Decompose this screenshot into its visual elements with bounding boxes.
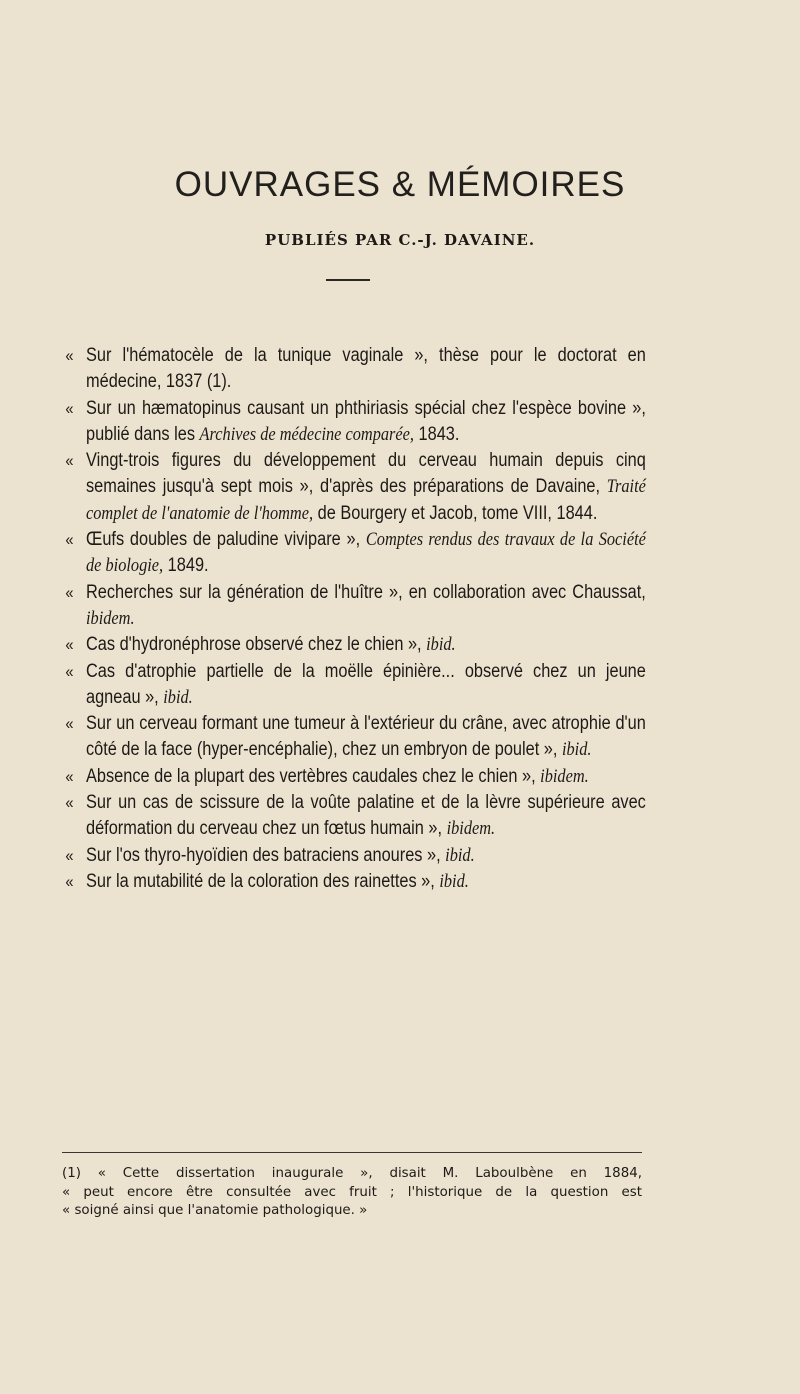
work-entry bbox=[65, 790, 646, 843]
opening-quote: « bbox=[65, 845, 74, 865]
work-entry bbox=[65, 711, 646, 764]
entry-citation: Comptes rendus des travaux de la Société de biologie, bbox=[86, 529, 646, 577]
entry-citation: Archives de médecine comparée, bbox=[199, 423, 415, 445]
footnote-rule bbox=[62, 1152, 642, 1153]
entry-citation: ibidem. bbox=[86, 607, 135, 629]
entry-citation: ibidem. bbox=[446, 818, 496, 840]
work-entry bbox=[65, 869, 646, 895]
opening-quote: « bbox=[65, 346, 74, 365]
opening-quote: « bbox=[65, 766, 74, 786]
footnote bbox=[62, 1165, 642, 1221]
opening-quote: « bbox=[65, 398, 74, 418]
entry-tail: 1849. bbox=[163, 555, 209, 577]
entry-text: Sur un cerveau formant une tumeur à l'extérieur du crâne, avec atrophie d'un côté de la face (hyper-encéphalie), chez un embryon de poulet », bbox=[86, 713, 646, 761]
title-separator bbox=[326, 279, 370, 281]
opening-quote: « bbox=[65, 714, 74, 734]
entry-citation: ibid. bbox=[445, 844, 475, 866]
entry-text: Recherches sur la génération de l'huître », en collaboration avec Chaussat, bbox=[86, 581, 646, 603]
opening-quote: « bbox=[65, 793, 74, 813]
page-subtitle: PUBLIÉS PAR C.-J. DAVAINE. bbox=[264, 231, 536, 249]
footnote-line: (1) « Cette dissertation inaugurale », disait M. Laboulbène en 1884, bbox=[62, 1166, 642, 1181]
opening-quote: « bbox=[65, 661, 74, 681]
work-entry bbox=[65, 843, 646, 869]
footnote-line: « peut encore être consultée avec fruit ; l'historique de la question est bbox=[62, 1184, 642, 1200]
entry-citation: ibid. bbox=[426, 634, 456, 656]
work-entry bbox=[65, 527, 646, 580]
entry-text: Œufs doubles de paludine vivipare », bbox=[86, 529, 366, 551]
entry-citation: ibid. bbox=[561, 739, 592, 761]
entry-citation: Traité complet de l'anatomie de l'homme, bbox=[86, 476, 646, 524]
opening-quote: « bbox=[65, 635, 74, 655]
entry-citation: ibidem. bbox=[540, 765, 589, 787]
entry-tail: 1843. bbox=[414, 423, 460, 445]
entry-text: Cas d'hydronéphrose observé chez le chien », bbox=[86, 634, 427, 656]
entry-text: Sur l'hématocèle de la tunique vaginale », thèse pour le doctorat en médecine, 1837 (1). bbox=[86, 345, 646, 393]
work-entry bbox=[65, 396, 646, 449]
work-entry bbox=[65, 343, 646, 396]
opening-quote: « bbox=[65, 530, 74, 550]
entry-text: Sur la mutabilité de la coloration des rainettes », bbox=[86, 870, 440, 892]
opening-quote: « bbox=[65, 451, 74, 471]
work-entry bbox=[65, 659, 646, 712]
entry-text: Vingt-trois figures du développement du cerveau humain depuis cinq semaines jusqu'à sept mois », d'après des préparations de Davaine, bbox=[86, 450, 646, 498]
work-entry bbox=[65, 448, 646, 527]
entry-text: Absence de la plupart des vertèbres caudales chez le chien », bbox=[86, 765, 541, 787]
entry-text: Sur un cas de scissure de la voûte palatine et de la lèvre supérieure avec déformation du cerveau chez un fœtus humain », bbox=[86, 792, 646, 840]
entry-text: Cas d'atrophie partielle de la moëlle épinière... observé chez un jeune agneau », bbox=[86, 660, 646, 708]
opening-quote: « bbox=[65, 871, 74, 891]
opening-quote: « bbox=[65, 582, 74, 602]
entry-tail: de Bourgery et Jacob, tome VIII, 1844. bbox=[313, 502, 598, 524]
page-title: OUVRAGES & MÉMOIRES bbox=[174, 165, 626, 204]
works-list bbox=[0, 343, 800, 895]
work-entry bbox=[65, 580, 646, 633]
work-entry bbox=[65, 764, 646, 790]
entry-citation: ibid. bbox=[163, 686, 193, 708]
work-entry bbox=[65, 632, 646, 658]
entry-text: Sur l'os thyro-hyoïdien des batraciens anoures », bbox=[86, 844, 446, 866]
footnote-line: « soigné ainsi que l'anatomie pathologique. » bbox=[62, 1203, 368, 1219]
entry-citation: ibid. bbox=[439, 870, 469, 892]
entry-text: Sur un hæmatopinus causant un phthiriasis spécial chez l'espèce bovine », publié dans les bbox=[86, 397, 646, 445]
